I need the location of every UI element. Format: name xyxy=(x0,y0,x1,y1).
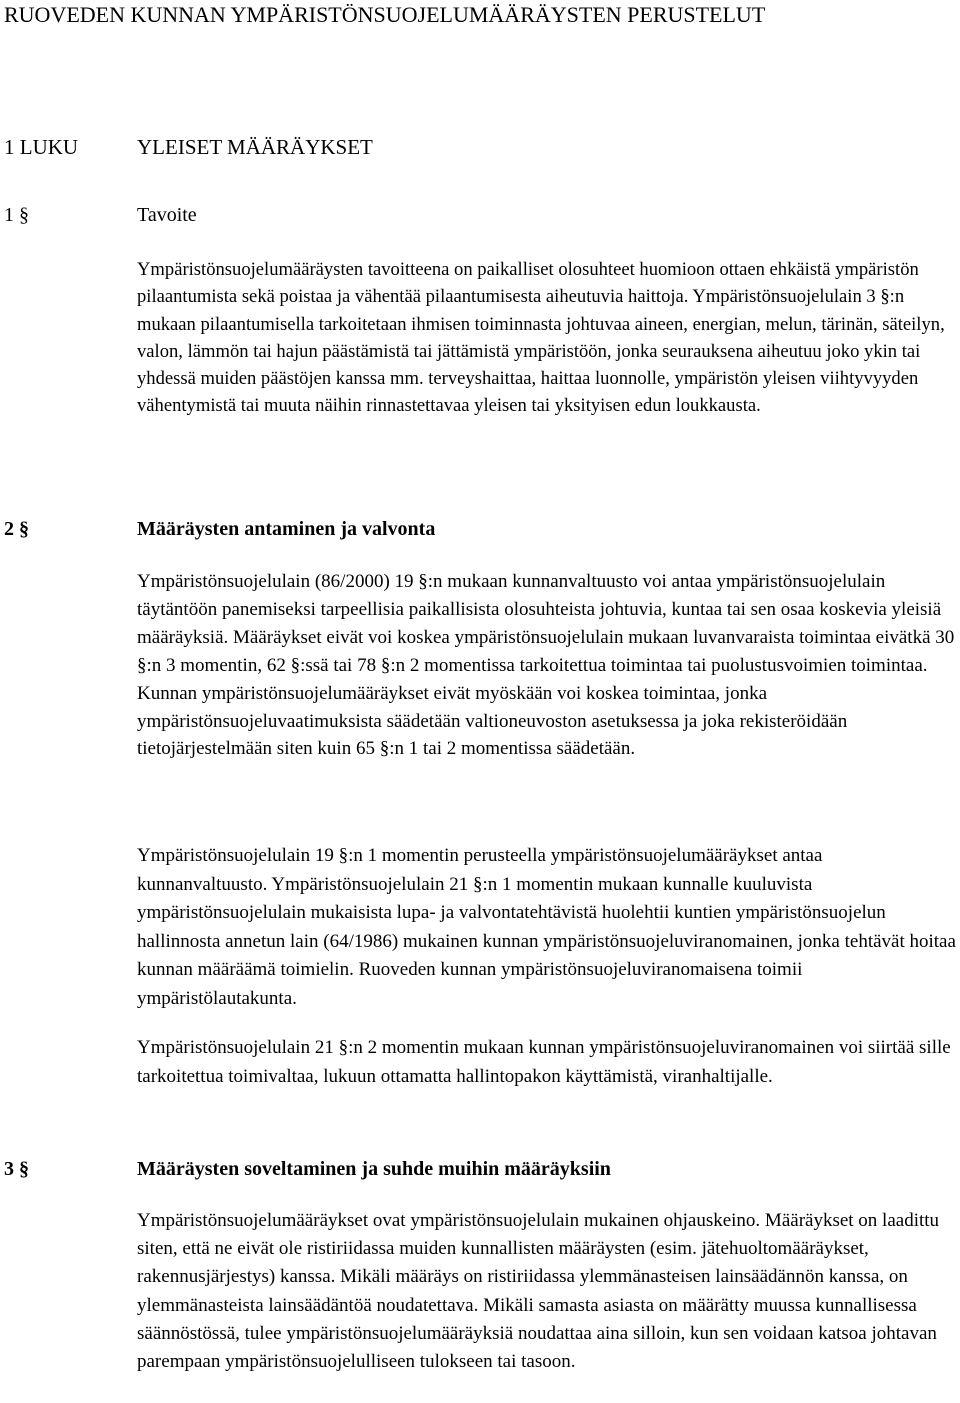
section-2-number: 2 § xyxy=(4,518,29,540)
section-2-paragraph-2: Ympäristönsuojelulain 19 §:n 1 momentin perusteella ympäristönsuojelumääräykset antaa kunnanvaltuusto. Ympäristönsuojelulain 21 §:n 1 momentin mukaan kunnalle kuuluvista ympäristönsuojelulain mukaisista lupa- ja valvontatehtävistä huolehtii kuntien ympäristönsuojelun hallinnosta annetun lain (64/1986) mukainen kunnan ympäristönsuojeluviranomainen, jonka tehtävät hoitaa kunnan määräämä toimielin. Ruoveden kunnan ympäristönsuojeluviranomaisena toimii ympäristölautakunta. xyxy=(137,845,956,1009)
section-1-number: 1 § xyxy=(4,204,29,226)
section-3-paragraph-1: Ympäristönsuojelumääräykset ovat ympäristönsuojelulain mukainen ohjauskeino. Määräykset on laadittu siten, että ne eivät ole ristiriidassa muiden kunnallisten määräysten (esim. jätehuoltomääräykset, rakennusjärjestys) kanssa. Mikäli määräys on ristiriidassa ylemmänasteisen lainsäädännön kanssa, on ylemmänasteista lainsäädäntöä noudatettava. Mikäli samasta asiasta on määrätty muussa kunnallisessa säännöstössä, tulee ympäristönsuojelumääräyksiä noudattaa aina silloin, kun sen voidaan katsoa johtavan parempaan ympäristönsuojelulliseen tulokseen tai tasoon. xyxy=(137,1210,940,1373)
document-title: RUOVEDEN KUNNAN YMPÄRISTÖNSUOJELUMÄÄRÄYSTEN PERUSTELUT xyxy=(4,2,766,27)
chapter-title: YLEISET MÄÄRÄYKSET xyxy=(137,135,373,159)
chapter-number: 1 LUKU xyxy=(4,135,79,159)
section-1-paragraph-1: Ympäristönsuojelumääräysten tavoitteena on paikalliset olosuhteet huomioon ottaen ehkäistä ympäristön pilaantumista sekä poistaa ja vähentää pilaantumisesta aiheutuvia haittoja. Ympäristönsuojelulain 3 §:n mukaan pilaantumisella tarkoitetaan ihmisen toiminnasta johtuvaa aineen, energian, melun, tärinän, säteilyn, valon, lämmön tai hajun päästämistä tai jättämistä ympäristöön, jonka seurauksena aiheutuu joko ykin tai yhdessä muiden päästöjen kanssa mm. terveyshaittaa, haittaa luonnolle, ympäristön yleisen viihtyvyyden vähentymistä tai muuta näihin rinnastettavaa yleisen tai yksityisen edun loukkausta. xyxy=(137,259,945,417)
section-2-paragraph-1: Ympäristönsuojelulain (86/2000) 19 §:n mukaan kunnanvaltuusto voi antaa ympäristönsuojelulain täytäntöön panemiseksi tarpeellisia paikallisista olosuhteista johtuvia, kuntaa tai sen osaa koskevia yleisiä määräyksiä. Määräykset eivät voi koskea ympäristönsuojelulain mukaan luvanvaraista toimintaa eivätkä 30 §:n 3 momentin, 62 §:ssä tai 78 §:n 2 momentissa tarkoitettua toimintaa tai puolustusvoimien toimintaa. Kunnan ympäristönsuojelumääräykset eivät myöskään voi koskea toimintaa, jonka ympäristönsuojeluvaatimuksista säädetään valtioneuvoston asetuksessa ja joka rekisteröidään tietojärjestelmään siten kuin 65 §:n 1 tai 2 momentissa säädetään. xyxy=(137,571,955,760)
section-3-title: Määräysten soveltaminen ja suhde muihin määräyksiin xyxy=(137,1158,611,1180)
section-2-title: Määräysten antaminen ja valvonta xyxy=(137,518,436,540)
section-1-title: Tavoite xyxy=(137,204,197,226)
section-2-paragraph-3: Ympäristönsuojelulain 21 §:n 2 momentin mukaan kunnan ympäristönsuojeluviranomainen voi siirtää sille tarkoitettua toimivaltaa, lukuun ottamatta hallintopakon käyttämistä, viranhaltijalle. xyxy=(137,1037,951,1087)
section-3-number: 3 § xyxy=(4,1158,29,1180)
